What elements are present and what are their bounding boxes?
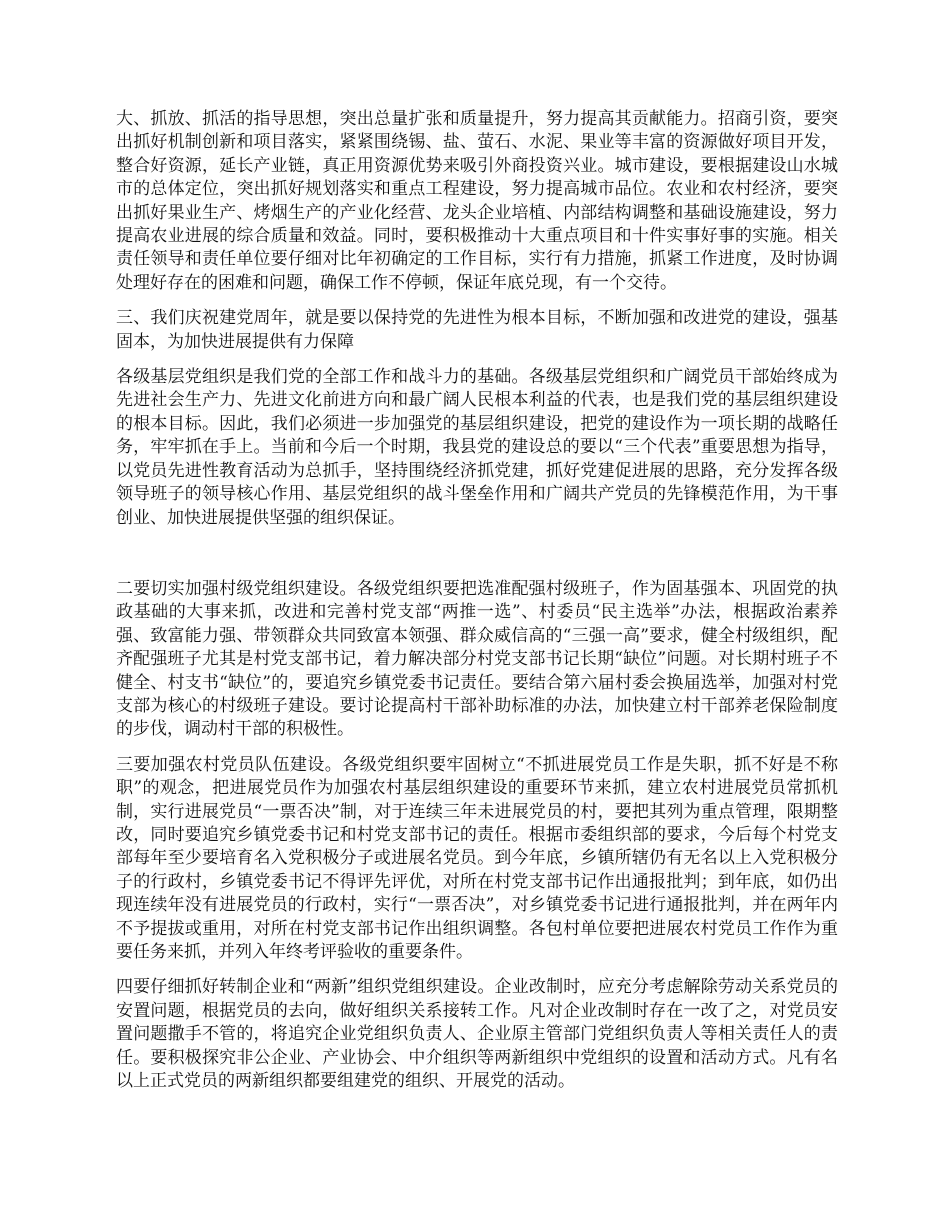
paragraph-guiding-thought: 大、抓放、抓活的指导思想，突出总量扩张和质量提升，努力提高其贡献能力。招商引资，要突出抓好机制创新和项目落实，紧紧围绕锡、盐、萤石、水泥、果业等丰富的资源做好项目开发，整合好资源，延长产业链，真正用资源优势来吸引外商投资兴业。城市建设，要根据建设山水城市的总体定位，突出抓好规划落实和重点工程建设，努力提高城市品位。农业和农村经济，要突出抓好果业生产、烤烟生产的产业化经营、龙头企业培植、内部结构调整和基础设施建设，努力提高农业进展的综合质量和效益。同时，要积极推动十大重点项目和十件实事好事的实施。相关责任领导和责任单位要仔细对比年初确定的工作目标，实行有力措施，抓紧工作进度，及时协调处理好存在的困难和问题，确保工作不停顿，保证年底兑现，有一个交待。 [116, 109, 838, 293]
paragraph-gap [116, 742, 838, 754]
paragraph-gap [116, 354, 838, 366]
paragraph-grassroots-organization: 各级基层党组织是我们党的全部工作和战斗力的基础。各级基层党组织和广阔党员干部始终成为先进社会生产力、先进文化前进方向和最广阔人民根本利益的代表，也是我们党的基层组织建设的根本目标。因此，我们必须进一步加强党的基层组织建设，把党的建设作为一项长期的战略任务，牢牢抓在手上。当前和今后一个时期，我县党的建设总的要以“三个代表”重要思想为指导，以党员先进性教育活动为总抓手，坚持围绕经济抓党建，抓好党建促进展的思路，充分发挥各级领导班子的领导核心作用、基层党组织的战斗堡垒作用和广阔共产党员的先锋模范作用，为干事创业、加快进展提供坚强的组织保证。 [116, 367, 838, 528]
document-page [116, 108, 838, 1093]
paragraph-gap [116, 295, 838, 307]
paragraph-restructured-enterprises: 四要仔细抓好转制企业和“两新”组织党组织建设。企业改制时，应充分考虑解除劳动关系党员的安置问题，根据党员的去向，做好组织关系接转工作。凡对企业改制时存在一改了之，对党员安置问题撒手不管的，将追究企业党组织负责人、企业原主管部门党组织负责人等相关责任人的责任。要积极探究非公企业、产业协会、中介组织等两新组织中党组织的设置和活动方式。凡有名以上正式党员的两新组织都要组建党的组织、开展党的活动。 [116, 977, 838, 1092]
section-heading-three: 三、我们庆祝建党周年，就是要以保持党的先进性为根本目标，不断加强和改进党的建设，强基固本，为加快进展提供有力保障 [116, 308, 838, 352]
paragraph-rural-party-members: 三要加强农村党员队伍建设。各级党组织要牢固树立“不抓进展党员工作是失职，抓不好是不称职”的观念，把进展党员作为加强农村基层组织建设的重要环节来抓，建立农村进展党员常抓机制，实行进展党员“一票否决”制，对于连续三年未进展党员的村，要把其列为重点管理，限期整改，同时要追究乡镇党委书记和村党支部书记的责任。根据市委组织部的要求，今后每个村党支部每年至少要培育名入党积极分子或进展名党员。到今年底，乡镇所辖仍有无名以上入党积极分子的行政村，乡镇党委书记不得评先评优，对所在村党支部书记作出通报批判；到年底，如仍出现连续年没有进展党员的行政村，实行“一票否决”，对乡镇党委书记进行通报批判，并在两年内不予提拔或重用，对所在村党支部书记作出组织调整。各包村单位要把进展农村党员工作作为重要任务来抓，并列入年终考评验收的重要条件。 [116, 754, 838, 962]
paragraph-gap [116, 964, 838, 976]
paragraph-village-party-organization: 二要切实加强村级党组织建设。各级党组织要把选准配强村级班子，作为固基强本、巩固党的执政基础的大事来抓，改进和完善村党支部“两推一选”、村委员“民主选举”办法，根据政治素养强、致富能力强、带领群众共同致富本领强、群众威信高的“三强一高”要求，健全村级组织，配齐配强班子尤其是村党支部书记，着力解决部分村党支部书记长期“缺位”问题。对长期村班子不健全、村支书“缺位”的，要追究乡镇党委书记责任。要结合第六届村委会换届选举，加强对村党支部为核心的村级班子建设。要讨论提高村干部补助标准的办法，加快建立村干部养老保险制度的步伐，调动村干部的积极性。 [116, 578, 838, 740]
section-gap [116, 530, 838, 578]
